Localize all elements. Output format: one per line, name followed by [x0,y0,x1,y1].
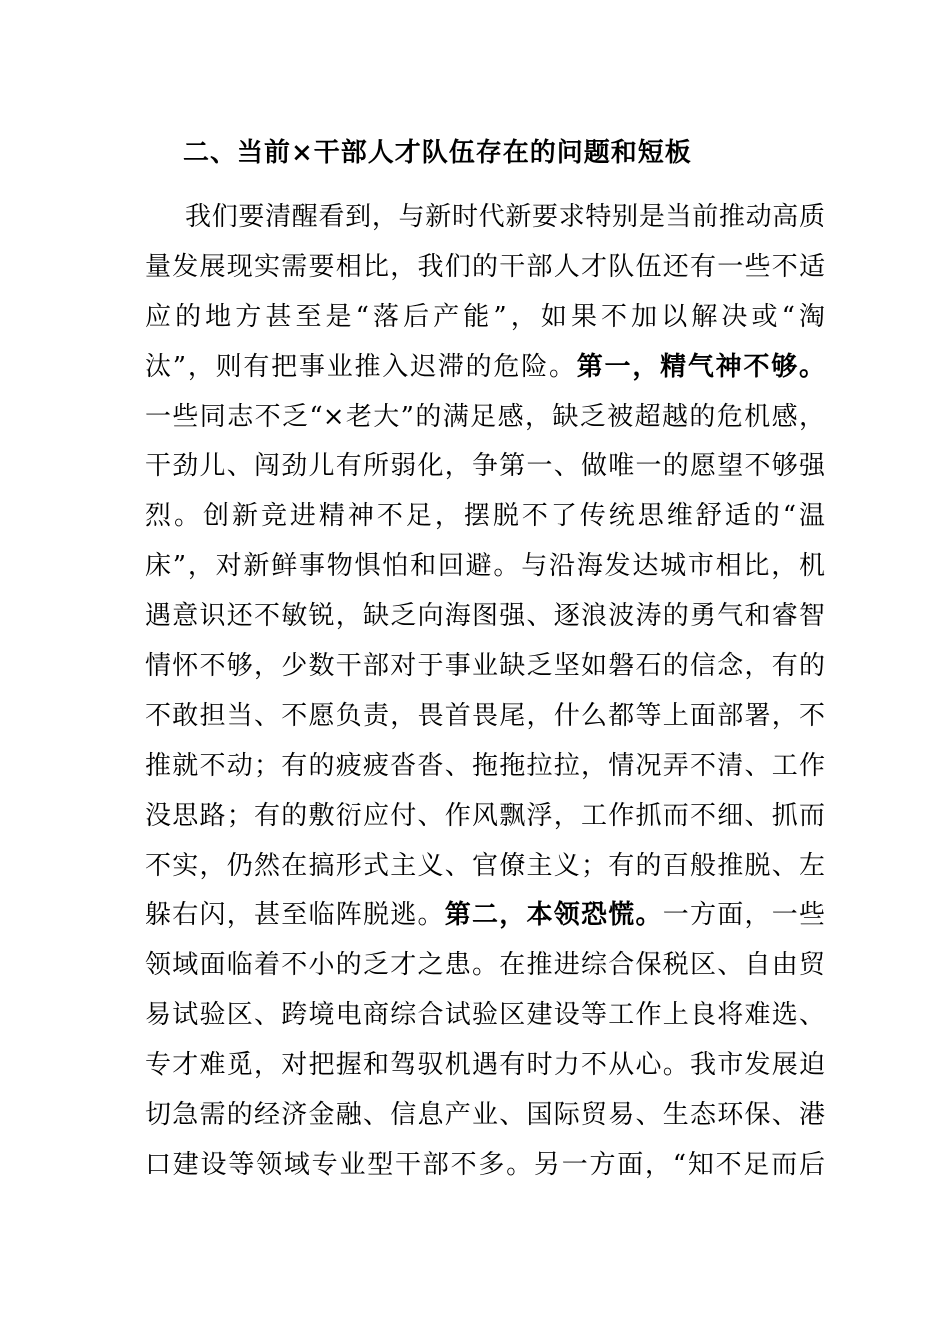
text-run: 口建设等领域专业型干部不多。另一方面，“知不足而后 [145,1149,825,1180]
text-line [145,891,825,941]
text-run: 量发展现实需要相比，我们的干部人才队伍还有一些不适 [145,251,825,282]
text-line [145,243,825,293]
text-line [145,393,825,443]
section-heading: 二、当前×干部人才队伍存在的问题和短板 [183,138,692,168]
text-line [145,542,825,592]
text-line [145,842,825,892]
text-line [145,592,825,642]
text-run: 遇意识还不敏锐，缺乏向海图强、逐浪波涛的勇气和睿智 [145,601,825,632]
text-run: 易试验区、跨境电商综合试验区建设等工作上良将难选、 [145,1000,825,1031]
text-run: 专才难觅，对把握和驾驭机遇有时力不从心。我市发展迫 [145,1050,825,1081]
text-line [145,991,825,1041]
text-run: 切急需的经济金融、信息产业、国际贸易、生态环保、港 [145,1100,825,1131]
text-run: 没思路；有的敷衍应付、作风飘浮，工作抓而不细、抓而 [145,800,825,831]
text-run: 烈。创新竞进精神不足，摆脱不了传统思维舒适的“温 [145,501,825,532]
body-paragraph [145,193,825,1191]
text-line [145,293,825,343]
text-run: 汰”，则有把事业推入迟滞的危险。 [145,351,577,382]
text-line [145,742,825,792]
text-run: 不实，仍然在搞形式主义、官僚主义；有的百般推脱、左 [145,850,825,881]
text-line [145,941,825,991]
text-run: 推就不动；有的疲疲沓沓、拖拖拉拉，情况弄不清、工作 [145,750,825,781]
text-line [145,792,825,842]
text-run: 我们要清醒看到，与新时代新要求特别是当前推动高质 [185,202,825,232]
text-run: 干劲儿、闯劲儿有所弱化，争第一、做唯一的愿望不够强 [145,451,825,482]
text-line [145,193,825,243]
text-run: 情怀不够，少数干部对于事业缺乏坚如磐石的信念，有的 [145,651,825,682]
bold-text-run: 第一，精气神不够。 [576,351,825,382]
text-line [145,442,825,492]
text-run: 躲右闪，甚至临阵脱逃。 [145,900,445,931]
text-run: 领域面临着不小的乏才之患。在推进综合保税区、自由贸 [145,950,825,981]
text-line [145,1141,825,1191]
text-line [145,692,825,742]
bold-text-run: 第二，本领恐慌。 [444,900,663,931]
text-run: 一方面，一些 [662,900,825,931]
text-line [145,1091,825,1141]
text-run: 一些同志不乏“×老大”的满足感，缺乏被超越的危机感， [145,401,825,432]
text-run: 不敢担当、不愿负责，畏首畏尾，什么都等上面部署，不 [145,700,825,731]
text-run: 应的地方甚至是“落后产能”，如果不加以解决或“淘 [145,301,825,332]
text-line [145,492,825,542]
text-run: 床”，对新鲜事物惧怕和回避。与沿海发达城市相比，机 [145,551,825,582]
text-line [145,642,825,692]
text-line [145,1041,825,1091]
text-line [145,343,825,393]
